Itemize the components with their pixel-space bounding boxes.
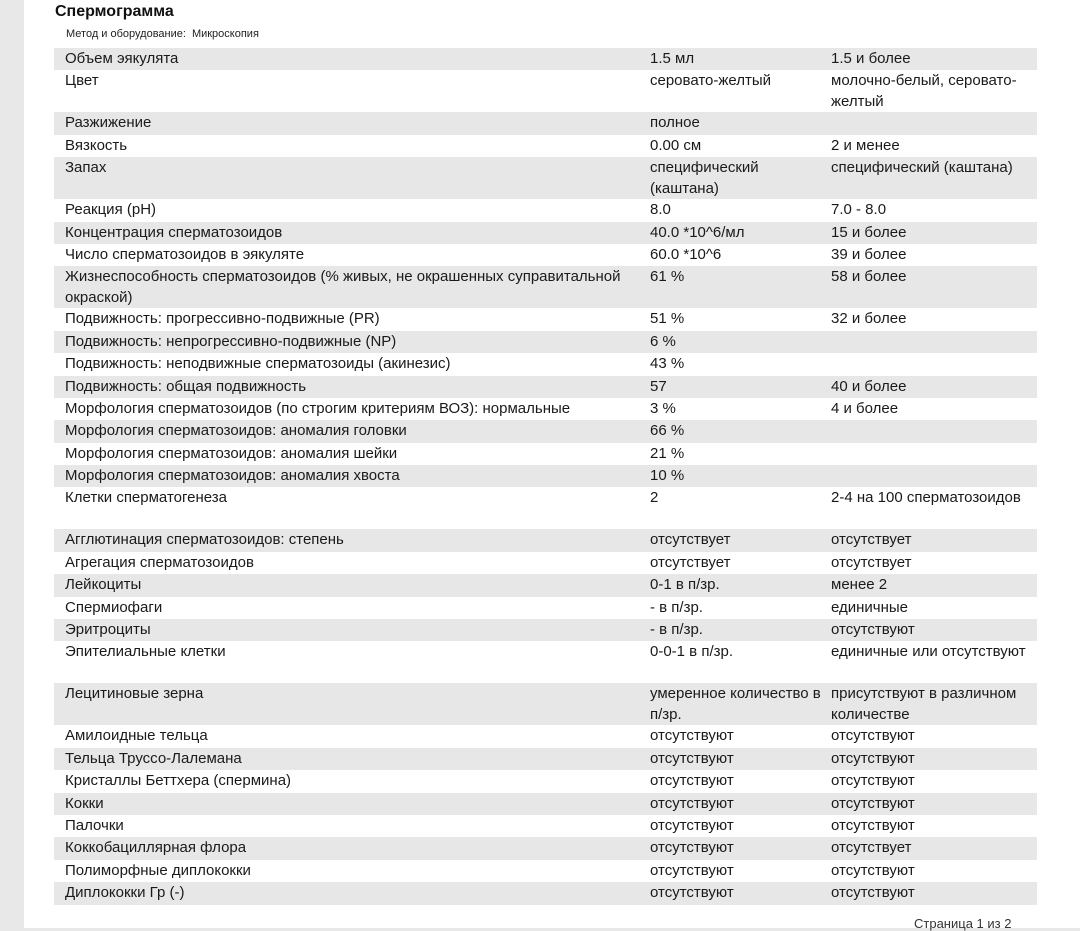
- row-result: 10 %: [650, 467, 685, 485]
- row-norm: 7.0 - 8.0: [831, 201, 887, 219]
- row-norm: 1.5 и более: [831, 50, 911, 67]
- row-norm: менее 2: [831, 576, 888, 594]
- row-norm: отсутствуют: [831, 861, 915, 879]
- row-name: Клетки сперматогенеза: [65, 489, 227, 507]
- row-result: 0.00 см: [650, 136, 702, 154]
- table-row: [54, 376, 1037, 398]
- table-row: [54, 48, 1037, 70]
- row-name: Жизнеспособность сперматозоидов (% живых, не окрашенных суправитальной окраской): [65, 268, 621, 307]
- row-name: Концентрация сперматозоидов: [65, 223, 283, 241]
- row-name: Лецитиновые зерна: [65, 685, 204, 703]
- row-result: 8.0: [650, 201, 671, 219]
- row-norm: 2 и менее: [831, 136, 900, 154]
- row-name: Амилоидные тельца: [65, 727, 208, 745]
- row-name: Коккобациллярная флора: [65, 839, 247, 857]
- row-name: Объем эякулята: [65, 50, 179, 67]
- table-row: [54, 353, 1037, 375]
- row-result: специфический (каштана): [650, 159, 759, 198]
- row-result: 0-1 в п/зр.: [650, 576, 720, 594]
- row-norm: [831, 331, 1037, 353]
- row-norm: отсутствует: [831, 531, 912, 549]
- row-result: 2: [650, 489, 659, 507]
- row-result: - в п/зр.: [650, 621, 703, 639]
- row-result: отсутствуют: [650, 884, 734, 902]
- row-result: умеренное количество в п/зр.: [650, 685, 821, 724]
- table-row: [54, 725, 1037, 747]
- table-row: [54, 157, 1037, 199]
- row-result: отсутствует: [650, 553, 731, 571]
- row-norm: единичные или отсутствуют: [831, 643, 1026, 661]
- row-norm: 2-4 на 100 сперматозоидов: [831, 489, 1021, 507]
- row-name: Палочки: [65, 816, 124, 834]
- row-norm: 40 и более: [831, 377, 907, 395]
- table-row: [54, 793, 1037, 815]
- row-result: 60.0 *10^6: [650, 245, 722, 263]
- row-result: 51 %: [650, 310, 685, 328]
- table-row: [54, 266, 1037, 308]
- row-norm: отсутствуют: [831, 794, 915, 812]
- table-row: [54, 443, 1037, 465]
- table-row: [54, 748, 1037, 770]
- table-row: [54, 70, 1037, 112]
- table-row: [54, 815, 1037, 837]
- row-name: Реакция (pH): [65, 201, 157, 219]
- report-page: [24, 0, 1080, 931]
- row-name: Кристаллы Беттхера (спермина): [65, 772, 292, 790]
- row-result: 6 %: [650, 332, 676, 350]
- table-row: [54, 487, 1037, 529]
- row-result: отсутствуют: [650, 772, 734, 790]
- row-name: Разжижение: [65, 114, 152, 132]
- row-name: Морфология сперматозоидов: аномалия хвоста: [65, 467, 400, 485]
- row-norm: специфический (каштана): [831, 159, 1013, 177]
- table-row: [54, 860, 1037, 882]
- table-row: [54, 112, 1037, 134]
- table-row: [54, 308, 1037, 330]
- method-label: Метод и оборудование:: [66, 28, 186, 40]
- row-name: Лейкоциты: [65, 576, 142, 594]
- row-name: Диплококки Гр (-): [65, 884, 185, 902]
- row-name: Эпителиальные клетки: [65, 643, 226, 661]
- method-line: [66, 28, 265, 40]
- table-row: [54, 552, 1037, 574]
- row-norm: отсутствуют: [831, 727, 915, 745]
- row-name: Полиморфные диплококки: [65, 861, 251, 879]
- row-result: 61 %: [650, 268, 685, 286]
- results-table: [54, 48, 1037, 905]
- row-norm: отсутствует: [831, 839, 912, 857]
- row-norm: отсутствуют: [831, 621, 915, 639]
- row-norm: [831, 443, 1037, 465]
- row-name: Морфология сперматозоидов: аномалия головки: [65, 422, 407, 440]
- table-row: [54, 641, 1037, 683]
- row-name: Число сперматозоидов в эякуляте: [65, 245, 305, 263]
- row-name: Вязкость: [65, 136, 128, 154]
- table-row: [54, 199, 1037, 221]
- row-result: отсутствует: [650, 531, 731, 549]
- table-row: [54, 619, 1037, 641]
- row-norm: отсутствуют: [831, 772, 915, 790]
- row-norm: отсутствуют: [831, 816, 915, 834]
- row-norm: отсутствует: [831, 553, 912, 571]
- table-row: [54, 574, 1037, 596]
- row-norm: 15 и более: [831, 223, 907, 241]
- row-name: Цвет: [65, 72, 99, 90]
- row-result: полное: [650, 114, 700, 132]
- row-norm: 4 и более: [831, 399, 899, 417]
- page-number: Страница 1 из 2: [914, 916, 1012, 931]
- table-row: [54, 244, 1037, 266]
- row-name: Морфология сперматозоидов: аномалия шейки: [65, 444, 398, 462]
- row-norm: отсутствуют: [831, 884, 915, 902]
- row-result: отсутствуют: [650, 749, 734, 767]
- table-row: [54, 398, 1037, 420]
- table-row: [54, 465, 1037, 487]
- row-result: отсутствуют: [650, 816, 734, 834]
- row-result: отсутствуют: [650, 861, 734, 879]
- row-result: отсутствуют: [650, 794, 734, 812]
- row-name: Подвижность: общая подвижность: [65, 377, 307, 395]
- table-row: [54, 529, 1037, 551]
- row-norm: 32 и более: [831, 310, 907, 328]
- table-row: [54, 837, 1037, 859]
- row-result: 1.5 мл: [650, 50, 695, 67]
- table-row: [54, 135, 1037, 157]
- row-norm: 39 и более: [831, 245, 907, 263]
- row-norm: 58 и более: [831, 268, 907, 286]
- row-result: 66 %: [650, 422, 685, 440]
- row-name: Спермиофаги: [65, 598, 163, 616]
- row-result: 40.0 *10^6/мл: [650, 223, 745, 241]
- row-norm: молочно-белый, серовато-желтый: [831, 72, 1017, 111]
- row-name: Подвижность: неподвижные сперматозоиды (акинезис): [65, 355, 451, 373]
- row-name: Подвижность: прогрессивно-подвижные (PR): [65, 310, 380, 328]
- row-result: 3 %: [650, 399, 676, 417]
- row-result: - в п/зр.: [650, 598, 703, 616]
- row-norm: [831, 112, 1037, 134]
- row-result: 43 %: [650, 355, 685, 373]
- row-norm: [831, 465, 1037, 487]
- row-name: Тельца Труссо-Лалемана: [65, 749, 242, 767]
- row-name: Агглютинация сперматозоидов: степень: [65, 531, 344, 549]
- row-result: серовато-желтый: [650, 72, 772, 90]
- row-name: Подвижность: непрогрессивно-подвижные (NP): [65, 332, 397, 350]
- row-result: 0-0-1 в п/зр.: [650, 643, 733, 661]
- row-result: отсутствуют: [650, 727, 734, 745]
- table-row: [54, 770, 1037, 792]
- row-result: 57: [650, 377, 667, 395]
- table-row: [54, 222, 1037, 244]
- row-name: Кокки: [65, 794, 104, 812]
- row-name: Морфология сперматозоидов (по строгим критериям ВОЗ): нормальные: [65, 399, 571, 417]
- row-norm: единичные: [831, 598, 909, 616]
- report-title: Спермограмма: [55, 3, 174, 20]
- table-row: [54, 597, 1037, 619]
- row-name: Агрегация сперматозоидов: [65, 553, 254, 571]
- row-norm: отсутствуют: [831, 749, 915, 767]
- row-norm: [831, 353, 1037, 375]
- row-norm: [831, 420, 1037, 442]
- row-result: отсутствуют: [650, 839, 734, 857]
- table-row: [54, 420, 1037, 442]
- row-result: 21 %: [650, 444, 685, 462]
- table-row: [54, 882, 1037, 904]
- table-row: [54, 331, 1037, 353]
- row-name: Эритроциты: [65, 621, 151, 639]
- table-row: [54, 683, 1037, 725]
- method-value: Микроскопия: [191, 28, 259, 40]
- row-name: Запах: [65, 159, 107, 177]
- row-norm: присутствуют в различном количестве: [831, 685, 1017, 724]
